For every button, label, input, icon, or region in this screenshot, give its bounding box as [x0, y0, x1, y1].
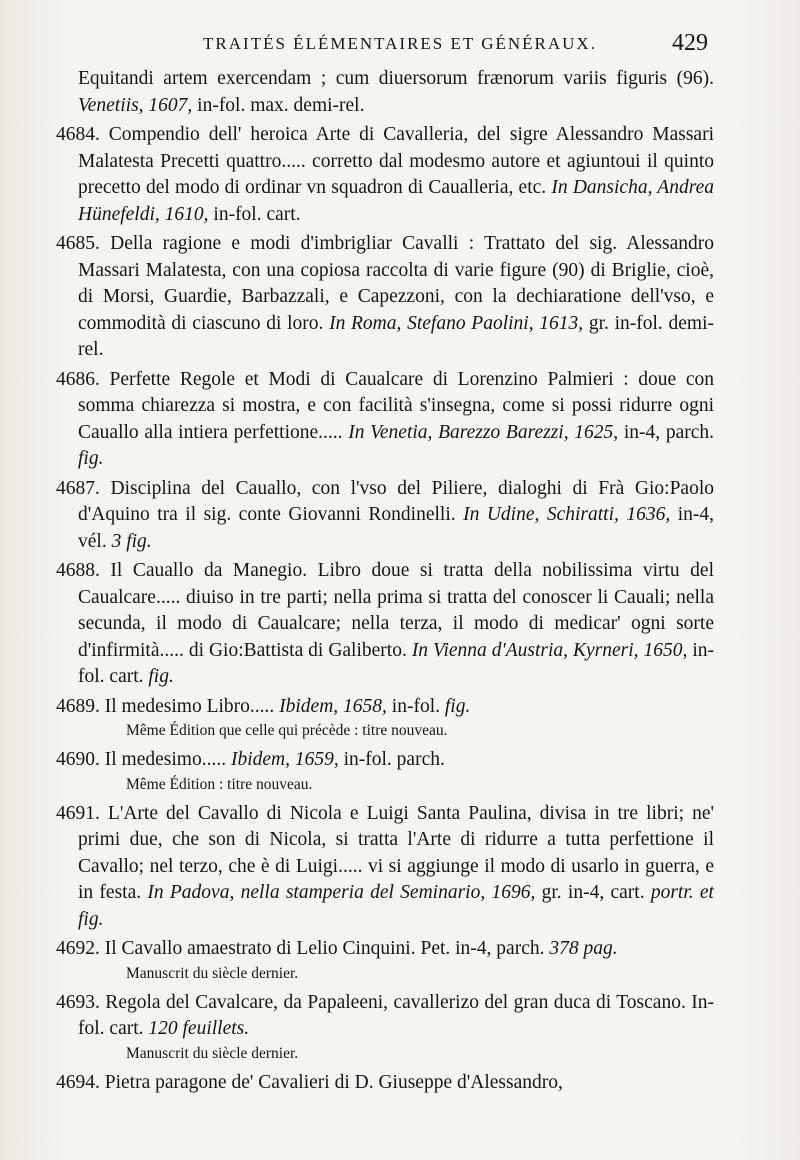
entry-number: 4693.	[56, 991, 100, 1013]
entry-number: 4688.	[56, 560, 100, 581]
entry-number: 4685.	[56, 233, 100, 254]
entry-4685: 4685. Della ragione e modi d'imbrigliar Cavalli : Trattato del sig. Alessandro Massari Malatesta, con una copiosa raccolta di varie figure (90) di Briglie, cioè, di Morsi, Guardie, Barbazzali, e Capezzoni, con la dechiaratione dell'vso, e commodità di ciascuno di loro. In Roma, Stefano Paolini, 1613, gr. in-fol. demi-rel.	[56, 233, 714, 360]
entry-number: 4694.	[56, 1071, 100, 1093]
entry-number: 4687.	[56, 477, 100, 499]
entry-number: 4686.	[56, 368, 100, 390]
entry-note: Même Édition : titre nouveau.	[126, 775, 313, 793]
entry-4691: 4691. L'Arte del Cavallo di Nicola e Luigi Santa Paulina, divisa in tre libri; ne' primi due, che son di Nicola, si tratta l'Arte di ridurre a tutta perfettione il Cavallo; nel terzo, che è di Luigi..... vi si aggiunge il modo di usarlo in guerra, e in festa. In Padova, nella stamperia del Seminario, 1696, gr. in-4, cart. portr. et fig.	[56, 802, 714, 930]
page-number: 429	[672, 30, 708, 56]
entry-4694: 4694. Pietra paragone de' Cavalieri di D. Giuseppe d'Alessandro,	[56, 1071, 563, 1093]
entry-4690: 4690. Il medesimo..... Ibidem, 1659, in-fol. parch.	[56, 749, 445, 770]
entry-4692: 4692. Il Cavallo amaestrato di Lelio Cinquini. Pet. in-4, parch. 378 pag.	[56, 938, 618, 959]
entry-4689: 4689. Il medesimo Libro..... Ibidem, 1658, in-fol. fig.	[56, 695, 471, 717]
entry-4684: 4684. Compendio dell' heroica Arte di Cavalleria, del sigre Alessandro Massari Malatesta Precetti quattro..... corretto dal modesmo autore et agiuntoui il quinto precetto del modo di ordinar vn squadron di Caualleria, etc. In Dansicha, Andrea Hünefeldi, 1610, in-fol. cart.	[56, 124, 714, 225]
entry-note: Manuscrit du siècle dernier.	[126, 1044, 299, 1062]
entry-4686: 4686. Perfette Regole et Modi di Caualcare di Lorenzino Palmieri : doue con somma chiarezza si mostra, e con facilità s'insegna, come si possi ridurre ogni Cauallo alla intiera perfettione..... In Venetia, Barezzo Barezzi, 1625, in-4, parch. fig.	[56, 368, 715, 469]
entry-4688: 4688. Il Cauallo da Manegio. Libro doue si tratta della nobilissima virtu del Caualcare..... diuiso in tre parti; nella prima si tratta del conoscer li Cauali; nella secunda, il modo di Caualcare; nella terza, il modo di medicar' ogni sorte d'infirmità..... di Gio:Battista di Galiberto. In Vienna d'Austria, Kyrneri, 1650, in-fol. cart. fig.	[56, 560, 714, 687]
entry-note: Manuscrit du siècle dernier.	[126, 964, 299, 982]
entry-4693: 4693. Regola del Cavalcare, da Papaleeni, cavallerizo del gran duca di Toscano. In-fol. cart. 120 feuillets.	[56, 991, 714, 1039]
entry-number: 4690.	[56, 749, 100, 770]
entry-4687: 4687. Disciplina del Cauallo, con l'vso del Piliere, dialoghi di Frà Gio:Paolo d'Aquino tra il sig. conte Giovanni Rondinelli. In Udine, Schiratti, 1636, in-4, vél. 3 fig.	[56, 477, 714, 552]
entry-number: 4692.	[56, 938, 100, 959]
entry-number: 4684.	[56, 124, 100, 145]
running-title: TRAITÉS ÉLÉMENTAIRES ET GÉNÉRAUX.	[203, 34, 597, 53]
catalogue-entries	[56, 66, 714, 1099]
entry-number: 4689.	[56, 695, 100, 717]
entry-continuation: Equitandi artem exercendam ; cum diuersorum frænorum variis figuris (96). Venetiis, 1607, in-fol. max. demi-rel.	[78, 68, 714, 116]
entry-note: Même Édition que celle qui précède : titre nouveau.	[126, 722, 448, 739]
entry-number: 4691.	[56, 802, 100, 824]
running-head	[0, 30, 800, 58]
